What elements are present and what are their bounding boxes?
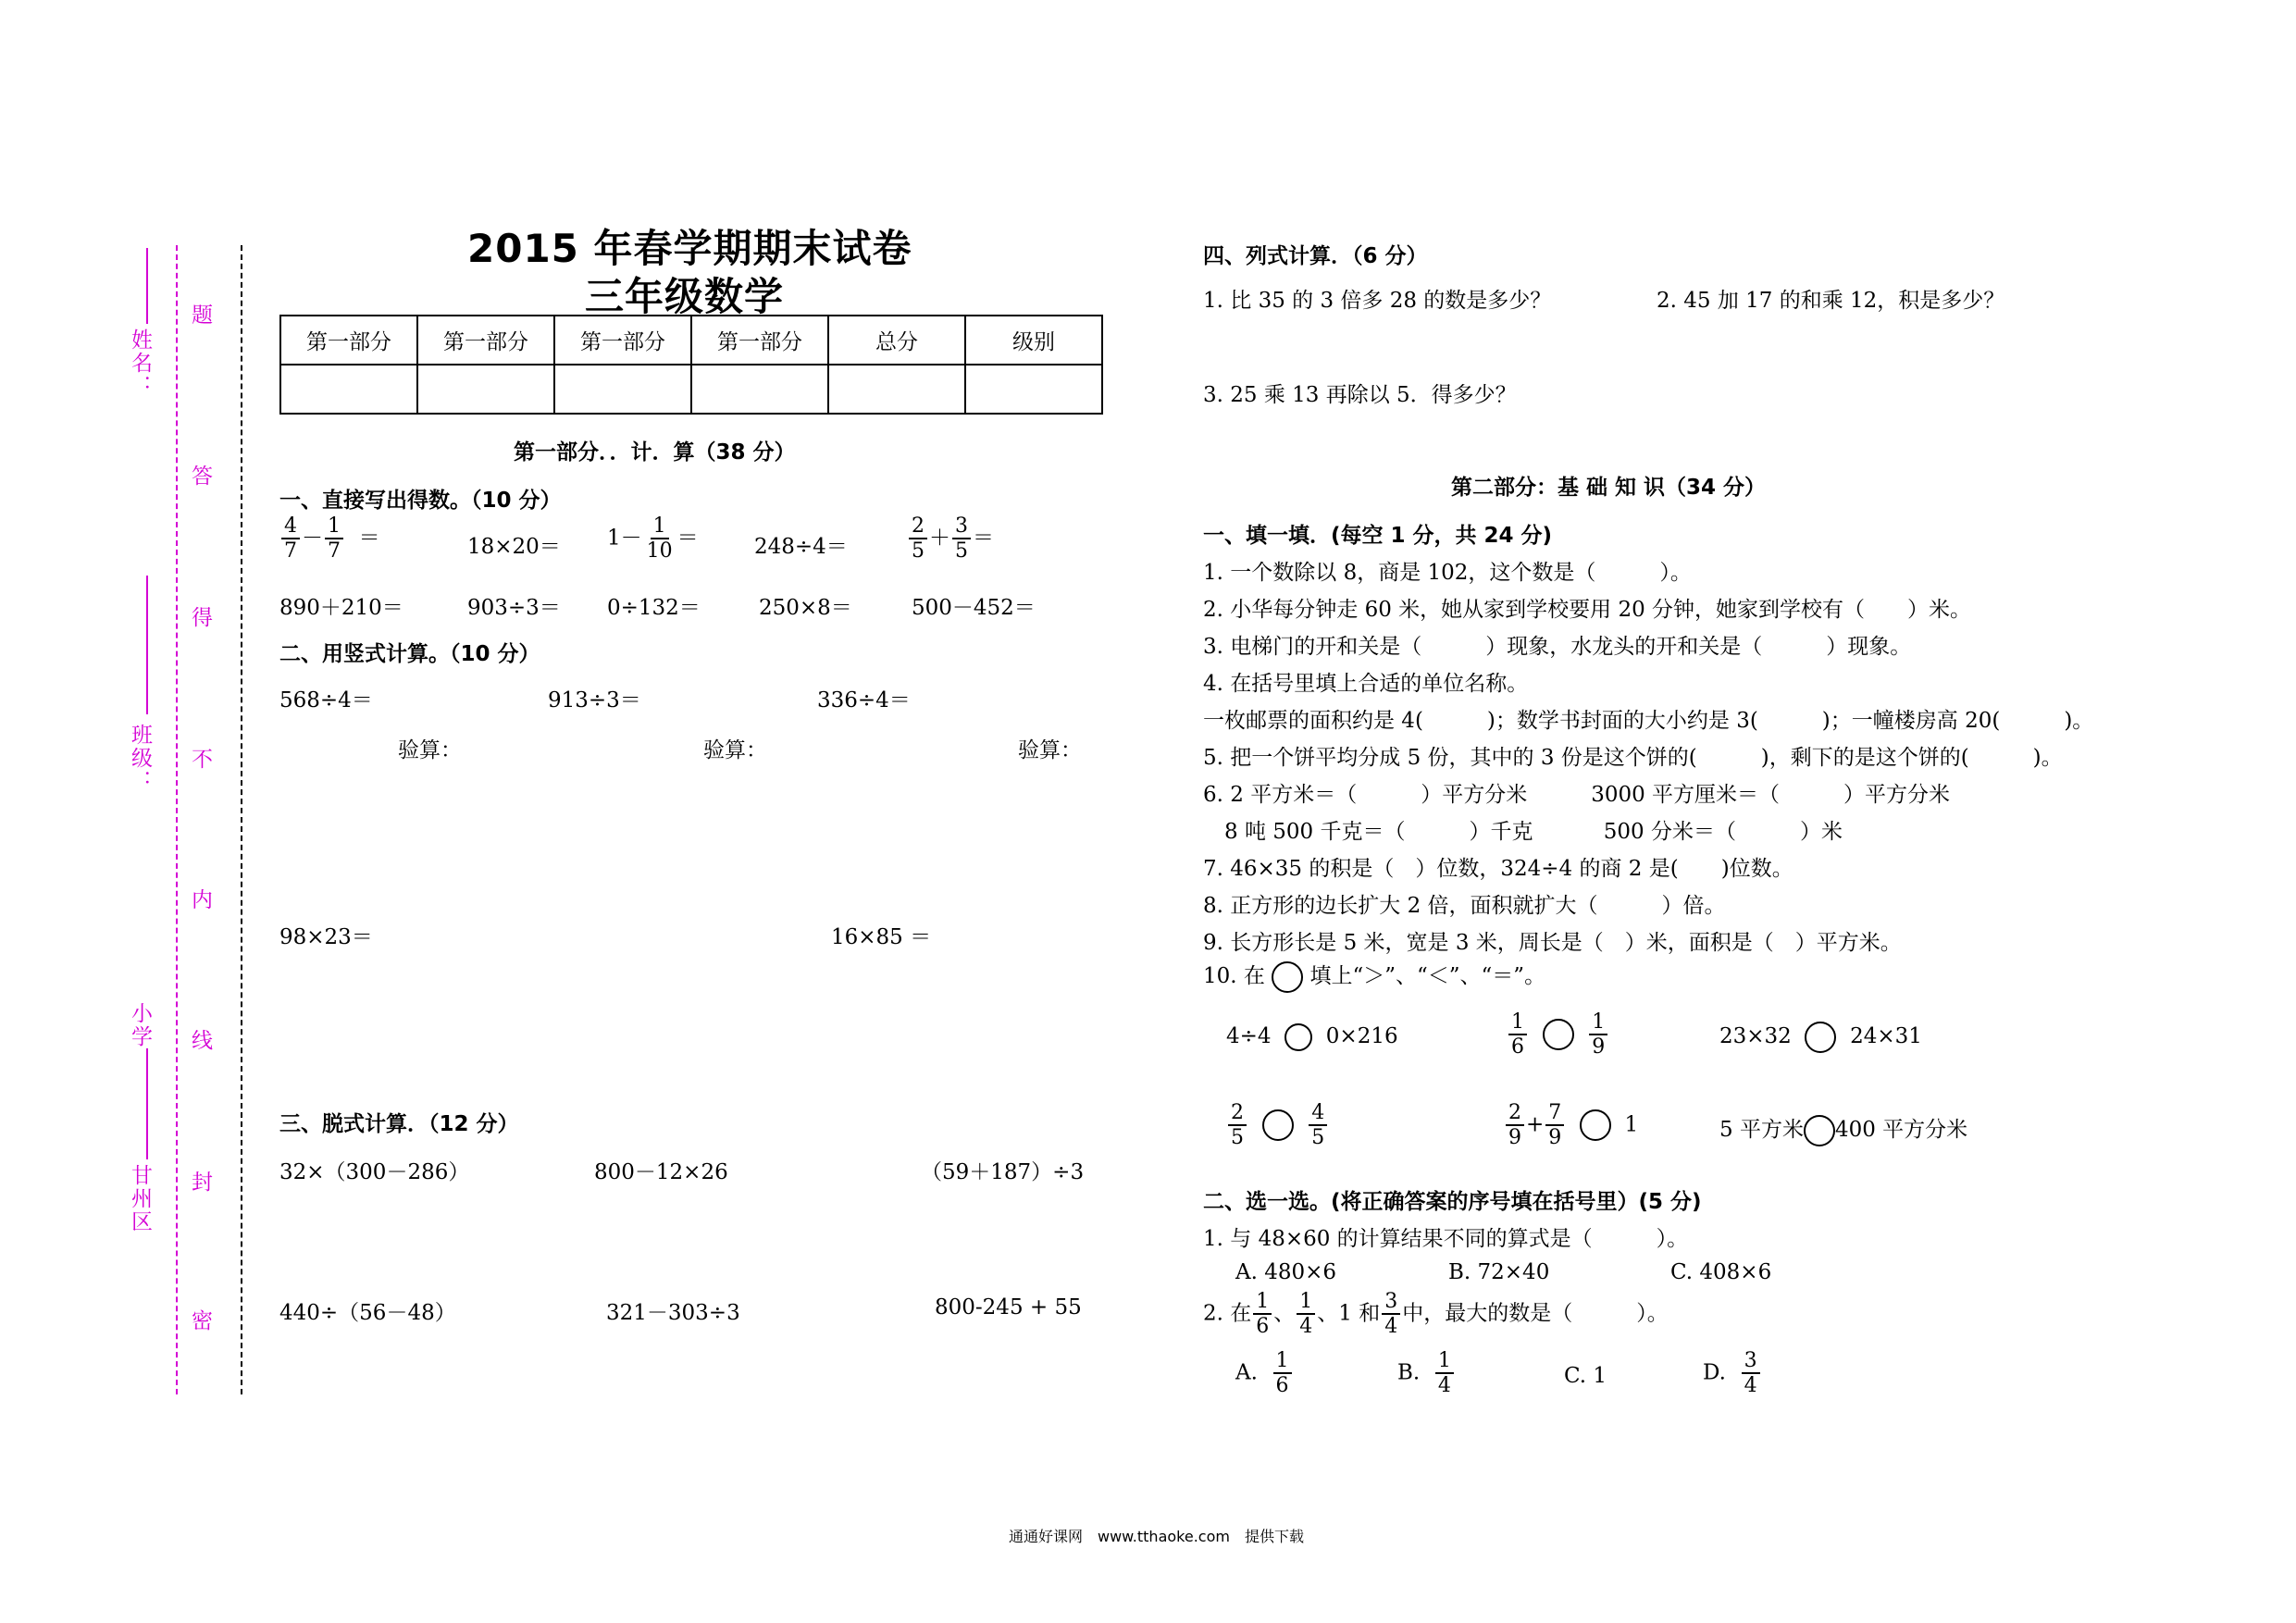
seal-char: 题 bbox=[188, 304, 212, 327]
fraction: $\frac{3}{4}$ bbox=[1382, 1290, 1400, 1339]
mental-item: 18×20＝ bbox=[467, 535, 561, 559]
compare-item: 23×32 24×31 bbox=[1719, 1022, 1922, 1053]
fraction: $\frac{1}{6}$ bbox=[1253, 1290, 1272, 1339]
compare-circle[interactable] bbox=[1285, 1023, 1312, 1051]
seal-char: 得 bbox=[188, 606, 212, 629]
fraction: $\frac{1}{10}$ bbox=[646, 514, 673, 564]
vertical-calc-problem: 336÷4＝ bbox=[817, 688, 911, 712]
fraction: $\frac{2}{5}$ bbox=[1228, 1101, 1247, 1150]
score-header: 第一部分 bbox=[554, 316, 691, 365]
district-label: 甘州区 bbox=[128, 1164, 152, 1233]
s1-heading: 一、直接写出得数。（10 分） bbox=[279, 489, 562, 513]
check-label: 验算： bbox=[703, 738, 767, 762]
fill-question: 4. 在括号里填上合适的单位名称。 bbox=[1203, 672, 1529, 696]
vertical-calc-problem: 568÷4＝ bbox=[279, 688, 373, 712]
choice-option[interactable]: B. $\frac{1}{4}$ bbox=[1397, 1349, 1456, 1398]
compare-circle[interactable] bbox=[1543, 1019, 1574, 1050]
mental-item: 903÷3＝ bbox=[467, 596, 561, 620]
score-cell[interactable] bbox=[417, 365, 554, 414]
check-label: 验算： bbox=[1018, 738, 1082, 762]
class-underline bbox=[146, 576, 148, 714]
check-label: 验算： bbox=[398, 738, 462, 762]
fraction: $\frac{4}{5}$ bbox=[1309, 1101, 1327, 1150]
fill-question: 1. 一个数除以 8，商是 102，这个数是（ ）。 bbox=[1203, 561, 1692, 585]
word-problem: 1. 比 35 的 3 倍多 28 的数是多少？ bbox=[1203, 289, 1552, 313]
step-calc-problem: （59＋187）÷3 bbox=[921, 1160, 1085, 1184]
fraction: $\frac{1}{9}$ bbox=[1589, 1010, 1607, 1059]
vertical-calc-problem: 913÷3＝ bbox=[548, 688, 641, 712]
fill-question: 5. 把一个饼平均分成 5 份，其中的 3 份是这个饼的( )，剩下的是这个饼的( )。 bbox=[1203, 746, 2063, 770]
mental-item-frac-add: $\frac{2}{5}$ ＋ $\frac{3}{5}$ ＝ bbox=[907, 514, 994, 564]
score-header: 第一部分 bbox=[691, 316, 828, 365]
school-underline bbox=[146, 1048, 148, 1159]
vertical-calc-problem: 98×23＝ bbox=[279, 925, 373, 949]
fill-question: 8. 正方形的边长扩大 2 倍，面积就扩大（ ）倍。 bbox=[1203, 894, 1726, 918]
fill-question: 8 吨 500 千克＝（ ）千克 500 分米＝（ ）米 bbox=[1203, 820, 1843, 844]
fill-question-10: 10. 在 填上“＞”、“＜”、“＝”。 bbox=[1203, 959, 1545, 993]
score-header: 总分 bbox=[828, 316, 965, 365]
fraction: $\frac{1}{4}$ bbox=[1297, 1290, 1315, 1339]
seal-char: 不 bbox=[188, 748, 212, 771]
fraction: $\frac{1}{6}$ bbox=[1508, 1010, 1527, 1059]
part2-heading: 第二部分：基 础 知 识（34 分） bbox=[1451, 476, 1767, 500]
seal-dashed-line bbox=[176, 245, 178, 1394]
fraction: $\frac{2}{9}$ bbox=[1506, 1101, 1524, 1150]
fraction: $\frac{1}{6}$ bbox=[1273, 1349, 1292, 1398]
part4-heading: 四、列式计算．（6 分） bbox=[1203, 244, 1428, 268]
mental-item: 890＋210＝ bbox=[279, 596, 403, 620]
score-cell[interactable] bbox=[828, 365, 965, 414]
footer-credit: 通通好课网 www.tthaoke.com 提供下载 bbox=[1009, 1528, 1304, 1545]
compare-circle[interactable] bbox=[1262, 1109, 1294, 1141]
fill-heading: 一、填一填．(每空 1 分，共 24 分) bbox=[1203, 524, 1553, 548]
mental-item-one-minus: 1－ $\frac{1}{10}$ ＝ bbox=[607, 514, 699, 564]
circle-icon bbox=[1272, 961, 1303, 993]
choice-option[interactable]: A. 480×6 bbox=[1235, 1260, 1337, 1284]
score-header: 级别 bbox=[965, 316, 1102, 365]
compare-item bbox=[1507, 1010, 1609, 1059]
choice-option[interactable]: D. $\frac{3}{4}$ bbox=[1703, 1349, 1762, 1398]
cut-line bbox=[241, 245, 242, 1394]
mental-item: 0÷132＝ bbox=[607, 596, 701, 620]
choose-heading: 二、选一选。(将正确答案的序号填在括号里）(5 分) bbox=[1203, 1190, 1702, 1214]
compare-circle[interactable] bbox=[1580, 1109, 1611, 1141]
mental-item: 500－452＝ bbox=[912, 596, 1036, 620]
s3-heading: 三、脱式计算．（12 分） bbox=[279, 1112, 519, 1136]
compare-circle[interactable] bbox=[1804, 1115, 1835, 1146]
fraction: $\frac{4}{7}$ bbox=[281, 514, 300, 564]
choice-option[interactable]: C. 408×6 bbox=[1670, 1260, 1772, 1284]
name-label: 姓名： bbox=[128, 328, 152, 398]
fill-question: 一枚邮票的面积约是 4( )；数学书封面的大小约是 3( )；一幢楼房高 20( )。 bbox=[1203, 709, 2094, 733]
school-label: 小学 bbox=[128, 1002, 152, 1048]
fraction: $\frac{3}{4}$ bbox=[1742, 1349, 1760, 1398]
seal-char: 答 bbox=[188, 465, 212, 488]
fill-question: 3. 电梯门的开和关是（ ）现象，水龙头的开和关是（ ）现象。 bbox=[1203, 635, 1912, 659]
step-calc-problem: 440÷（56－48） bbox=[279, 1301, 456, 1325]
s2-heading: 二、用竖式计算。（10 分） bbox=[279, 642, 540, 666]
choice-option[interactable]: A. $\frac{1}{6}$ bbox=[1235, 1349, 1294, 1398]
mental-item-frac-sub: $\frac{4}{7}$ － $\frac{1}{7}$ ＝ bbox=[279, 514, 380, 564]
fraction: $\frac{7}{9}$ bbox=[1545, 1101, 1564, 1150]
choose-question: 1. 与 48×60 的计算结果不同的算式是（ ）。 bbox=[1203, 1227, 1689, 1251]
compare-item bbox=[1226, 1101, 1329, 1150]
class-label: 班级： bbox=[128, 724, 152, 793]
page-title: 2015 年春学期期末试卷 bbox=[467, 226, 912, 271]
step-calc-problem: 800-245 + 55 bbox=[935, 1295, 1082, 1319]
choice-option[interactable]: C. 1 bbox=[1564, 1364, 1607, 1388]
part1-heading: 第一部分．．计．算（38 分） bbox=[514, 440, 796, 465]
vertical-calc-problem: 16×85 ＝ bbox=[831, 925, 932, 949]
fraction: $\frac{1}{7}$ bbox=[325, 514, 343, 564]
score-cell[interactable] bbox=[965, 365, 1102, 414]
score-header: 第一部分 bbox=[280, 316, 417, 365]
choice-option[interactable]: B. 72×40 bbox=[1448, 1260, 1550, 1284]
seal-char: 线 bbox=[188, 1029, 212, 1052]
fraction: $\frac{3}{5}$ bbox=[952, 514, 971, 564]
page-subtitle: 三年级数学 bbox=[585, 274, 785, 319]
step-calc-problem: 800－12×26 bbox=[594, 1160, 728, 1184]
step-calc-problem: 321－303÷3 bbox=[606, 1301, 740, 1325]
seal-char: 内 bbox=[188, 888, 212, 911]
score-cell[interactable] bbox=[691, 365, 828, 414]
fraction: $\frac{1}{4}$ bbox=[1435, 1349, 1454, 1398]
score-cell[interactable] bbox=[554, 365, 691, 414]
word-problem: 2. 45 加 17 的和乘 12，积是多少？ bbox=[1657, 289, 2005, 313]
compare-item: 4÷4 0×216 bbox=[1226, 1023, 1398, 1051]
step-calc-problem: 32×（300－286） bbox=[279, 1160, 470, 1184]
fraction: $\frac{2}{5}$ bbox=[909, 514, 927, 564]
compare-item: 5 平方米 400 平方分米 bbox=[1719, 1112, 1967, 1146]
seal-char: 封 bbox=[188, 1171, 212, 1194]
fill-question: 7. 46×35 的积是（ ）位数，324÷4 的商 2 是( )位数。 bbox=[1203, 857, 1793, 881]
choose-question-2: 2. 在 $\frac{1}{6}$ 、 $\frac{1}{4}$ 、1 和 $\frac{3}{4}$ 中，最大的数是（ ）。 bbox=[1203, 1290, 1669, 1339]
fill-question: 9. 长方形长是 5 米，宽是 3 米，周长是（ ）米，面积是（ ）平方米。 bbox=[1203, 931, 1902, 955]
mental-item: 250×8＝ bbox=[759, 596, 852, 620]
name-underline bbox=[146, 248, 148, 324]
score-cell[interactable] bbox=[280, 365, 417, 414]
mental-item: 248÷4＝ bbox=[754, 535, 848, 559]
compare-circle[interactable] bbox=[1805, 1022, 1836, 1053]
fill-question: 6. 2 平方米＝（ ）平方分米 3000 平方厘米＝（ ）平方分米 bbox=[1203, 783, 1951, 807]
word-problem: 3. 25 乘 13 再除以 5．得多少？ bbox=[1203, 383, 1517, 407]
compare-item: $\frac{2}{9}$ + $\frac{7}{9}$ 1 bbox=[1504, 1101, 1638, 1150]
fill-question: 2. 小华每分钟走 60 米，她从家到学校要用 20 分钟，她家到学校有（ ）米。 bbox=[1203, 598, 1972, 622]
seal-char: 密 bbox=[188, 1309, 212, 1332]
score-table bbox=[279, 315, 1103, 415]
score-header: 第一部分 bbox=[417, 316, 554, 365]
